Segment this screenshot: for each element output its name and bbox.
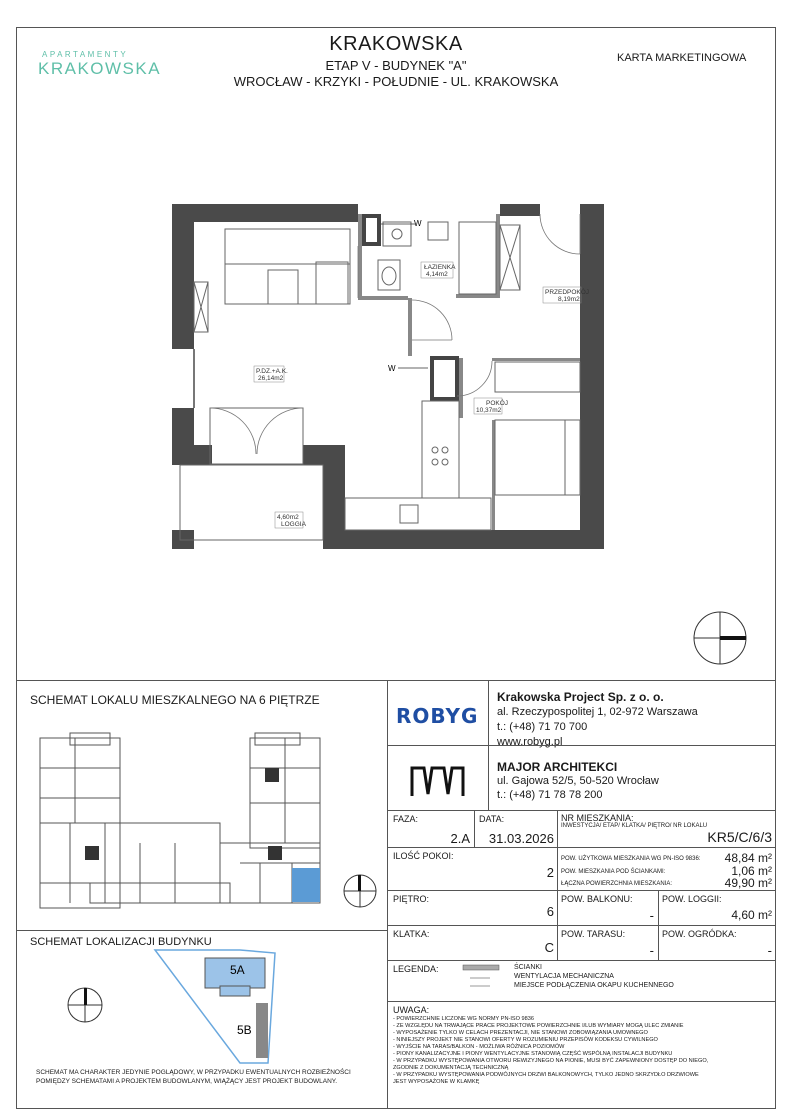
floor-scheme-title: SCHEMAT LOKALU MIESZKALNEGO NA 6 PIĘTRZE — [30, 693, 320, 707]
architect-phone: t.: (+48) 71 78 78 200 — [497, 789, 603, 801]
klatka-value: C — [544, 940, 554, 955]
nr-label: NR MIESZKANIA: — [561, 813, 634, 823]
room-area-living: 26,14m2 — [258, 375, 284, 382]
divider-location — [16, 930, 387, 931]
room-name-loggia: LOGGIA — [281, 521, 306, 528]
pow-uzytkowa-value: 48,84 m² — [724, 851, 772, 865]
card-type: KARTA MARKETINGOWA — [617, 52, 747, 64]
nr-sublabel: INWESTYCJA/ ETAP/ KLATKA/ PIĘTRO/ NR LOKALU — [561, 823, 708, 829]
developer-web: www.robyg.pl — [497, 736, 563, 748]
selected-apartment — [292, 868, 320, 902]
room-area-hall: 8,19m2 — [558, 296, 580, 303]
robyg-logo: ROBYG — [396, 704, 479, 728]
building-a-label: 5A — [230, 963, 245, 977]
page-title: KRAKOWSKA — [329, 33, 463, 55]
vent-mark-2: W — [388, 364, 396, 373]
vent-mark-1: W — [414, 219, 422, 228]
pokoje-label: ILOŚĆ POKOI: — [393, 851, 454, 861]
pow-sciankami-value: 1,06 m² — [731, 864, 772, 878]
room-area-loggia: 4,60m2 — [277, 514, 299, 521]
pietro-value: 6 — [546, 904, 554, 919]
location-scheme-title: SCHEMAT LOKALIZACJI BUDYNKU — [30, 936, 212, 948]
room-name-bedroom: POKÓJ — [486, 400, 509, 407]
pietro-label: PIĘTRO: — [393, 894, 430, 904]
klatka-label: KLATKA: — [393, 929, 430, 939]
legend-symbols — [460, 963, 510, 993]
note-item: - W PRZYPADKU WYSTĘPOWANIA OTWORU REWIZYJNEGO NA PIONIE, MUSI BYĆ ZAPEWNIONY DOSTĘP DO NIEGO, ZGODNIE Z DOKUMENTACJĄ TECHNICZNĄ — [393, 1058, 709, 1071]
room-name-hall: PRZEDPOKÓJ — [545, 289, 590, 296]
pokoje-value: 2 — [546, 865, 554, 880]
note-item: - POWIERZCHNIE LICZONE WG NORMY PN-ISO 9836 — [393, 1016, 535, 1022]
divider-architect — [387, 745, 776, 746]
floor-scheme-drawing — [30, 728, 380, 913]
pow-laczna-label: ŁĄCZNA POWIERZCHNIA MIESZKANIA: — [561, 881, 673, 887]
balkon-label: POW. BALKONU: — [561, 894, 633, 904]
room-area-bedroom: 10,37m2 — [476, 407, 502, 414]
room-name-bathroom: ŁAZIENKA — [424, 264, 456, 271]
loggia-value: 4,60 m² — [731, 908, 772, 922]
building-b-label: 5B — [237, 1023, 252, 1037]
notes-title: UWAGA: — [393, 1005, 430, 1015]
balkon-value: - — [649, 908, 654, 923]
pow-uzytkowa-label: POW. UŻYTKOWA MIESZKANIA WG PN-ISO 9836: — [561, 856, 701, 862]
developer-address: al. Rzeczypospolitej 1, 02-972 Warszawa — [497, 706, 698, 718]
note-item: - W PRZYPADKU WYSTĘPOWANIA PODWÓJNYCH DRZWI BALKONOWYCH, TYLKO JEDNO SKRZYDŁO DRZWIOWE JEST WYPOSAŻONE W KLAMKĘ — [393, 1072, 699, 1085]
taras-value: - — [649, 943, 654, 958]
loggia-label: POW. LOGGII: — [662, 894, 722, 904]
doors — [194, 214, 580, 454]
legend-item-ventilation: WENTYLACJA MECHANICZNA — [514, 973, 614, 980]
pow-sciankami-label: POW. MIESZKANIA POD ŚCIANKAMI: — [561, 869, 666, 875]
developer-name: Krakowska Project Sp. z o. o. — [497, 690, 664, 704]
pow-laczna-value: 49,90 m² — [724, 876, 772, 890]
location-scheme-drawing — [30, 948, 380, 1068]
note-item: - PIONY KANALIZACYJNE I PIONY WENTYLACYJNE STANOWIĄ CZĘŚĆ WSPÓLNĄ INSTALACJI BUDYNKU — [393, 1051, 673, 1057]
architect-name: MAJOR ARCHITEKCI — [497, 760, 618, 774]
taras-label: POW. TARASU: — [561, 929, 626, 939]
faza-value: 2.A — [450, 831, 470, 846]
room-area-bathroom: 4,14m2 — [426, 271, 448, 278]
legend-title: LEGENDA: — [393, 964, 439, 974]
page-subtitle-2: WROCŁAW - KRZYKI - POŁUDNIE - UL. KRAKOWSKA — [233, 74, 559, 89]
page-subtitle-1: ETAP V - BUDYNEK "A" — [325, 58, 467, 73]
note-item: - WYPOSAŻENIE TYLKO W CELACH PREZENTACJI, NIE STANOWI ZOBOWIĄZANIA UMOWNEGO — [393, 1030, 648, 1036]
architect-info — [497, 760, 659, 802]
data-label: DATA: — [479, 814, 505, 824]
ogrodek-value: - — [767, 943, 772, 958]
major-architekci-logo — [410, 764, 465, 798]
note-item: - WYJŚCIE NA TARAS/BALKON - MOŻLIWA RÓŻNICA POZIOMÓW — [393, 1044, 565, 1050]
faza-label: FAZA: — [393, 814, 419, 824]
data-value: 31.03.2026 — [488, 831, 554, 846]
developer-info — [497, 690, 698, 750]
brand-logo-top: APARTAMENTY — [42, 50, 129, 59]
room-name-living: P.DZ.+A.K. — [256, 368, 288, 375]
legend-items — [514, 963, 674, 990]
legend-item-hood: MIEJSCE PODŁĄCZENIA OKAPU KUCHENNEGO — [514, 982, 674, 989]
developer-phone: t.: (+48) 71 70 700 — [497, 721, 588, 733]
legend-item-walls: ŚCIANKI — [514, 964, 543, 971]
ogrodek-label: POW. OGRÓDKA: — [662, 929, 737, 939]
notes-list — [393, 1016, 713, 1086]
architect-address: ul. Gajowa 52/5, 50-520 Wrocław — [497, 775, 659, 787]
nr-value: KR5/C/6/3 — [707, 829, 772, 845]
furniture — [180, 222, 580, 540]
brand-logo-main: KRAKOWSKA — [38, 59, 162, 78]
outer-walls — [172, 204, 604, 549]
scheme-disclaimer: SCHEMAT MA CHARAKTER JEDYNIE POGLĄDOWY, W PRZYPADKU EWENTUALNYCH ROZBIEŻNOŚCI POMIĘDZY SCHEMATAMI A PROJEKTEM BUDOWLANYM, WIĄŻĄCY JEST PROJEKT BUDOWLANY. — [36, 1069, 351, 1085]
divider-bottom — [16, 680, 776, 681]
note-item: - NINIEJSZY PROJEKT NIE STANOWI OFERTY W ROZUMIENIU PRZEPISÓW KODEKSU CYWILNEGO — [393, 1037, 658, 1043]
note-item: - ZE WZGLĘDU NA TRWAJĄCE PRACE PROJEKTOWE POWIERZCHNIE I/LUB WYMIARY MOGĄ ULEC ZMIANIE — [393, 1023, 684, 1029]
north-arrow-main — [694, 612, 746, 664]
